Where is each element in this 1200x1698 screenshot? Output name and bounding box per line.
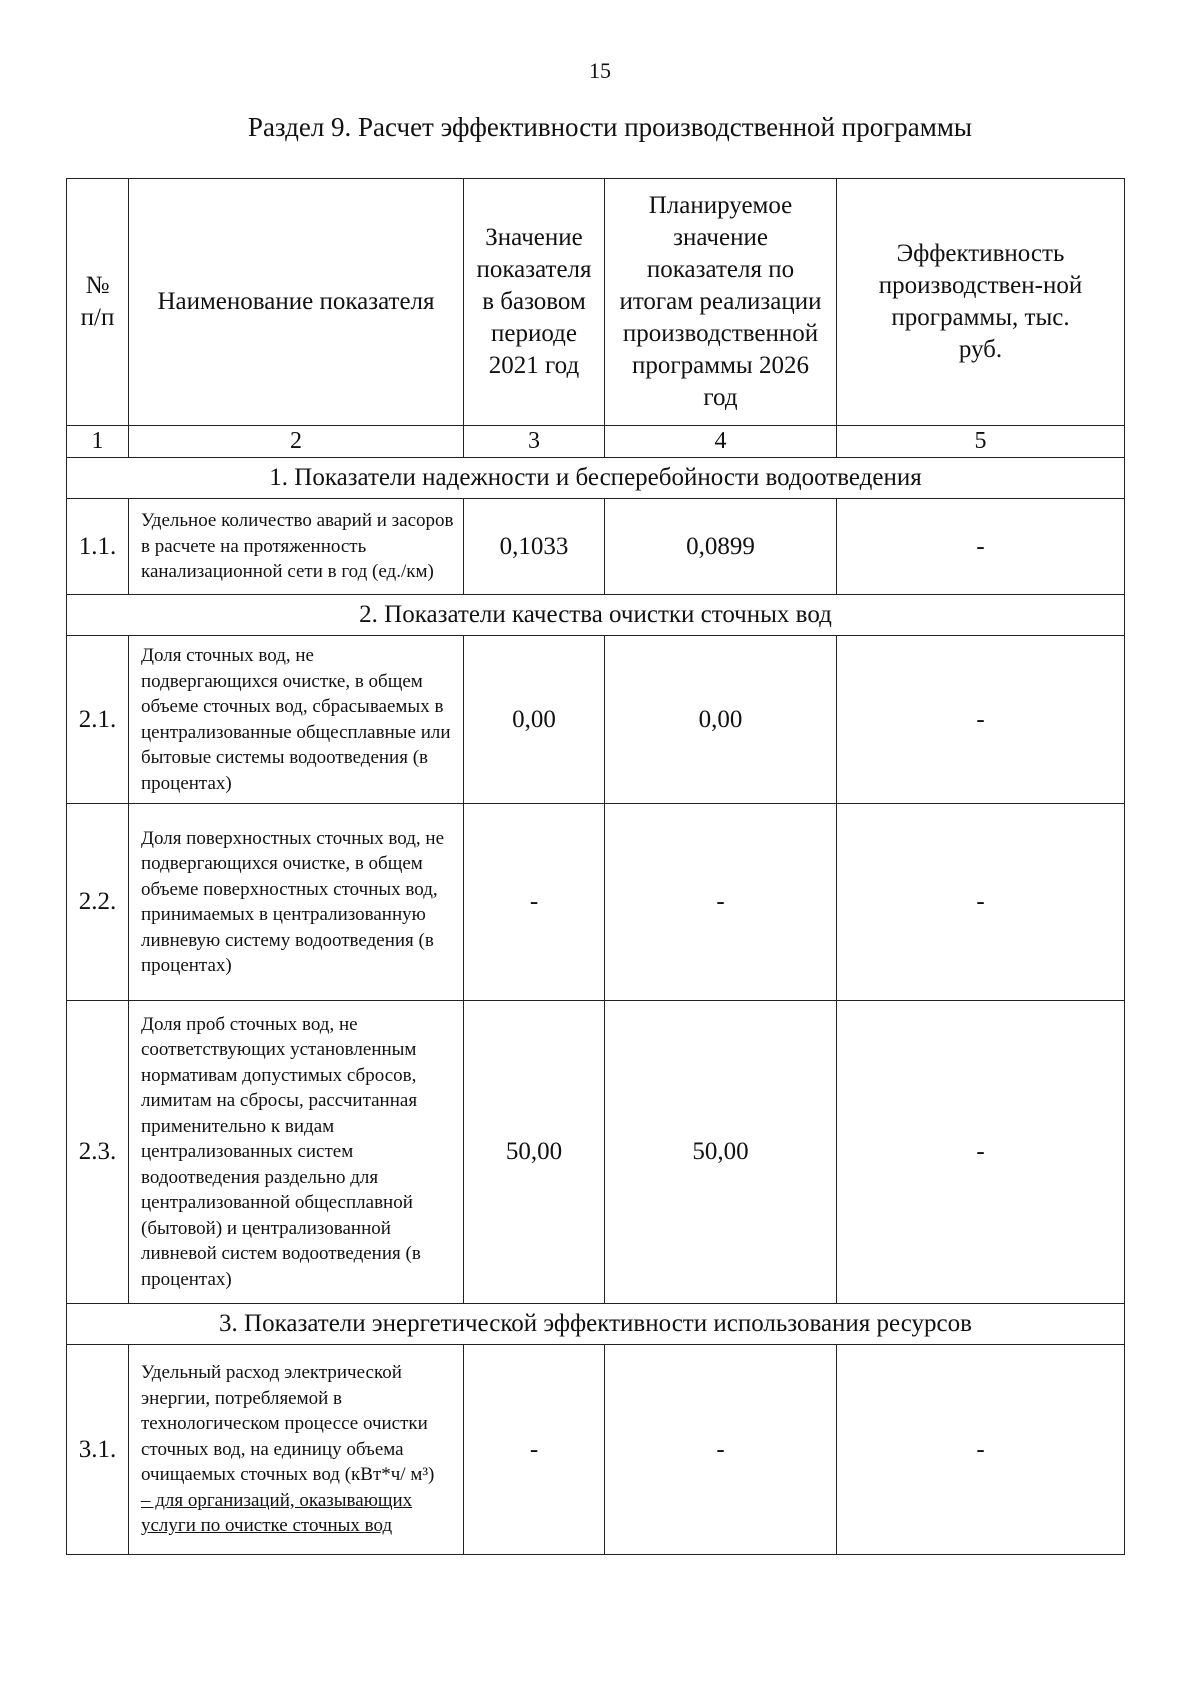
column-number: 4 bbox=[605, 426, 837, 458]
indicator-name: Доля поверхностных сточных вод, не подвергающихся очистке, в общем объеме поверхностных сточных вод, принимаемых в централизованную ливневую систему водоотведения (в процентах) bbox=[129, 804, 464, 1001]
header-efficiency: Эффективность производствен-ной программы, тыс. руб. bbox=[837, 179, 1125, 426]
page-number: 15 bbox=[589, 58, 611, 83]
row-number: 2.2. bbox=[67, 804, 129, 1001]
section-title: 3. Показатели энергетической эффективности использования ресурсов bbox=[67, 1304, 1125, 1345]
table-row bbox=[67, 499, 1125, 595]
table-row bbox=[67, 636, 1125, 804]
section-row bbox=[67, 595, 1125, 636]
efficiency-value: - bbox=[837, 1001, 1125, 1304]
efficiency-value: - bbox=[837, 499, 1125, 595]
planned-value: 0,00 bbox=[605, 636, 837, 804]
row-number: 2.3. bbox=[67, 1001, 129, 1304]
base-value: 0,00 bbox=[464, 636, 605, 804]
section-row bbox=[67, 1304, 1125, 1345]
indicator-name bbox=[129, 1345, 464, 1555]
table-row bbox=[67, 804, 1125, 1001]
column-number: 2 bbox=[129, 426, 464, 458]
column-number-row bbox=[67, 426, 1125, 458]
section-row bbox=[67, 458, 1125, 499]
indicator-name-note: – для организаций, оказывающих услуги по очистке сточных вод bbox=[141, 1489, 413, 1537]
row-number: 2.1. bbox=[67, 636, 129, 804]
column-number: 1 bbox=[67, 426, 129, 458]
page-title: Раздел 9. Расчет эффективности производственной программы bbox=[247, 112, 973, 142]
section-title: 1. Показатели надежности и бесперебойности водоотведения bbox=[67, 458, 1125, 499]
table-row bbox=[67, 1001, 1125, 1304]
indicator-name: Доля проб сточных вод, не соответствующих установленным нормативам допустимых сбросов, лимитам на сбросы, рассчитанная применительно к видам централизованных систем водоотведения раздельно для централизованной общесплавной (бытовой) и централизованной ливневой систем водоотведения (в процентах) bbox=[129, 1001, 464, 1304]
indicator-name-text: Удельный расход электрической энергии, потребляемой в технологическом процессе очистки сточных вод, на единицу объема очищаемых сточных вод (кВт*ч/ м³) bbox=[141, 1362, 435, 1486]
base-value: 0,1033 bbox=[464, 499, 605, 595]
base-value: - bbox=[464, 804, 605, 1001]
header-row bbox=[67, 179, 1125, 426]
indicator-name: Удельное количество аварий и засоров в расчете на протяженность канализационной сети в год (ед./км) bbox=[129, 499, 464, 595]
base-value: - bbox=[464, 1345, 605, 1555]
column-number: 5 bbox=[837, 426, 1125, 458]
planned-value: - bbox=[605, 804, 837, 1001]
indicator-name: Доля сточных вод, не подвергающихся очистке, в общем объеме сточных вод, сбрасываемых в централизованные общесплавные или бытовые системы водоотведения (в процентах) bbox=[129, 636, 464, 804]
section-title: 2. Показатели качества очистки сточных вод bbox=[67, 595, 1125, 636]
column-number: 3 bbox=[464, 426, 605, 458]
efficiency-value: - bbox=[837, 804, 1125, 1001]
efficiency-table bbox=[66, 178, 1125, 1555]
header-planned-value: Планируемое значение показателя по итогам реализации производственной программы 2026 год bbox=[605, 179, 837, 426]
header-name: Наименование показателя bbox=[129, 179, 464, 426]
planned-value: 0,0899 bbox=[605, 499, 837, 595]
efficiency-value: - bbox=[837, 636, 1125, 804]
planned-value: - bbox=[605, 1345, 837, 1555]
base-value: 50,00 bbox=[464, 1001, 605, 1304]
table-row bbox=[67, 1345, 1125, 1555]
header-base-value: Значение показателя в базовом периоде 2021 год bbox=[464, 179, 605, 426]
header-no: № п/п bbox=[67, 179, 129, 426]
row-number: 1.1. bbox=[67, 499, 129, 595]
planned-value: 50,00 bbox=[605, 1001, 837, 1304]
efficiency-value: - bbox=[837, 1345, 1125, 1555]
row-number: 3.1. bbox=[67, 1345, 129, 1555]
